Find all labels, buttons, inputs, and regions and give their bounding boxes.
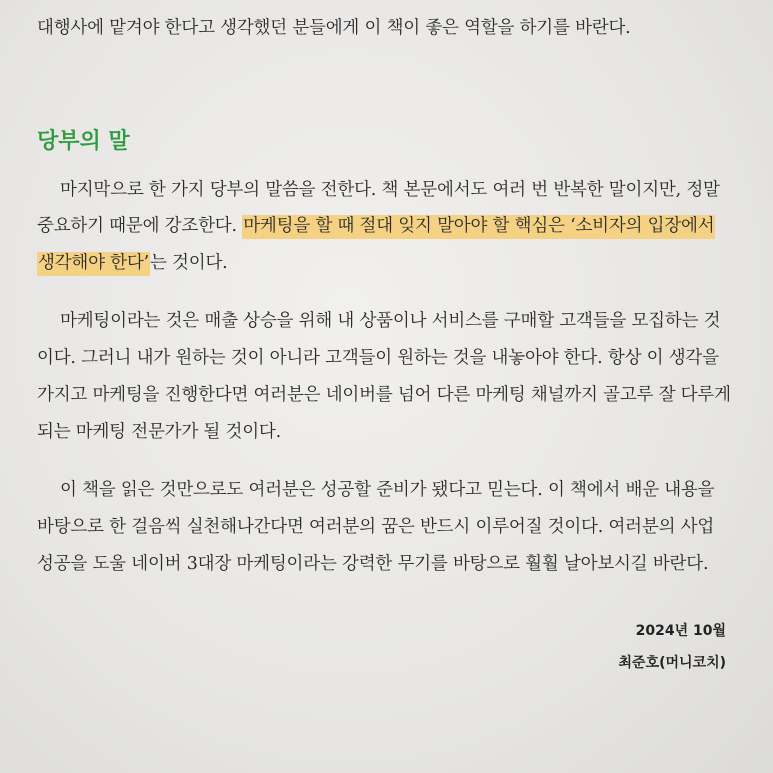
para1-line2-plain: 중요하기 때문에 강조한다. bbox=[37, 216, 243, 236]
para2-line2: 이다. 그러니 내가 원하는 것이 아니라 고객들이 원하는 것을 내놓아야 한다. 항상 이 생각을 bbox=[37, 348, 719, 368]
para1-line3-plain: 는 것이다. bbox=[149, 253, 228, 273]
section-heading: 당부의 말 bbox=[37, 129, 130, 154]
signature-date: 2024년 10월 bbox=[635, 623, 726, 639]
highlighted-text: 마케팅을 할 때 절대 잊지 말아야 할 핵심은 ‘소비자의 입장에서 bbox=[242, 215, 715, 239]
para2-line3: 가지고 마케팅을 진행한다면 여러분은 네이버를 넘어 다른 마케팅 채널까지 골고루 잘 다루게 bbox=[37, 385, 731, 405]
para3-line2: 바탕으로 한 걸음씩 실천해나간다면 여러분의 꿈은 반드시 이루어질 것이다. 여러분의 사업 bbox=[37, 517, 715, 537]
signature-author: 최준호(머니코치) bbox=[618, 655, 726, 671]
para1-line3 bbox=[37, 249, 228, 274]
para1-line1: 마지막으로 한 가지 당부의 말씀을 전한다. 책 본문에서도 여러 번 반복한 말이지만, 정말 bbox=[60, 180, 720, 200]
para3-line3: 성공을 도울 네이버 3대장 마케팅이라는 강력한 무기를 바탕으로 훨훨 날아보시길 바란다. bbox=[37, 554, 709, 574]
para2-line1: 마케팅이라는 것은 매출 상승을 위해 내 상품이나 서비스를 구매할 고객들을 모집하는 것 bbox=[60, 311, 721, 331]
para3-line1: 이 책을 읽은 것만으로도 여러분은 성공할 준비가 됐다고 믿는다. 이 책에서 배운 내용을 bbox=[60, 480, 715, 500]
para1-line2 bbox=[37, 212, 715, 237]
para2-line4: 되는 마케팅 전문가가 될 것이다. bbox=[37, 422, 281, 442]
top-text-line: 대행사에 맡겨야 한다고 생각했던 분들에게 이 책이 좋은 역할을 하기를 바란다. bbox=[37, 18, 631, 38]
highlighted-text-cont: 생각해야 한다’ bbox=[37, 252, 150, 276]
